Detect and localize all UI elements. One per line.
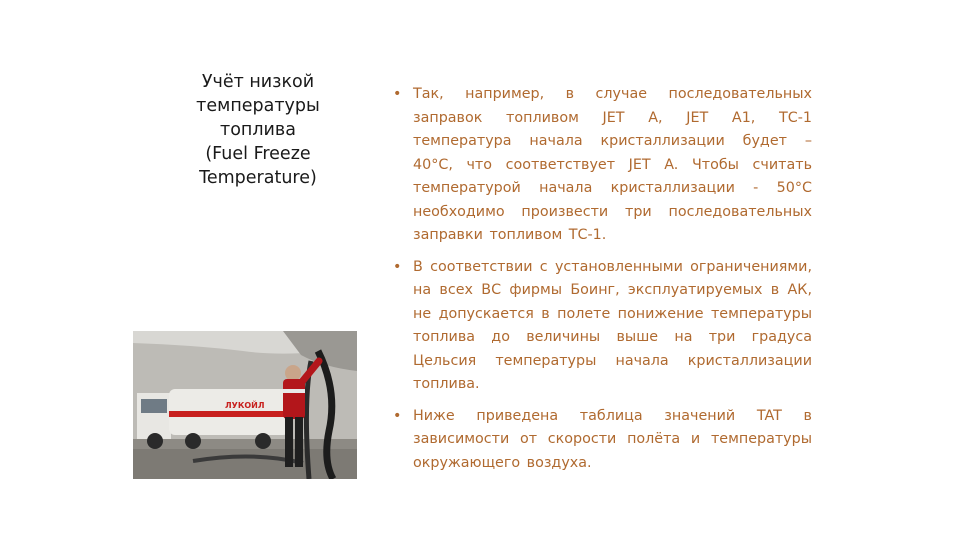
title-line: Учёт низкой — [201, 72, 315, 92]
bullet-marker: • — [393, 86, 402, 102]
title-line: (Fuel Freeze — [205, 144, 311, 164]
refueling-photo-image — [133, 331, 357, 479]
bullet-text: Так, например, в случае последовательных заправок топливом JET A, JET A1, ТС-1 температура начала кристаллизации будет – 40°С, что соответствует JET A. Чтобы считать температурой начала кристаллизации - 50°С необходимо произвести три последовательных заправки топливом ТС-1. — [413, 86, 812, 243]
bullet-marker: • — [393, 407, 402, 424]
list-item — [393, 83, 812, 248]
refueling-photo — [133, 331, 357, 479]
list-item — [393, 256, 812, 397]
bullet-marker: • — [393, 258, 402, 275]
truck-logo: ЛУКОЙЛ — [225, 401, 265, 410]
bullet-text: В соответствии с установленными ограничениями, на всех ВС фирмы Боинг, эксплуатируемых в АК, не допускается в полете понижение температуры топлива до величины выше на три градуса Цельсия температуры начала кристаллизации топлива. — [413, 258, 812, 392]
title-line: Temperature) — [199, 168, 317, 188]
bullet-text: Ниже приведена таблица значений TAT в зависимости от скорости полёта и температуры окружающего воздуха. — [413, 407, 812, 471]
slide-title — [160, 70, 356, 190]
list-item — [393, 405, 812, 476]
title-line: температуры — [196, 96, 320, 116]
title-line: топлива — [220, 120, 296, 140]
bullet-list — [393, 83, 812, 483]
